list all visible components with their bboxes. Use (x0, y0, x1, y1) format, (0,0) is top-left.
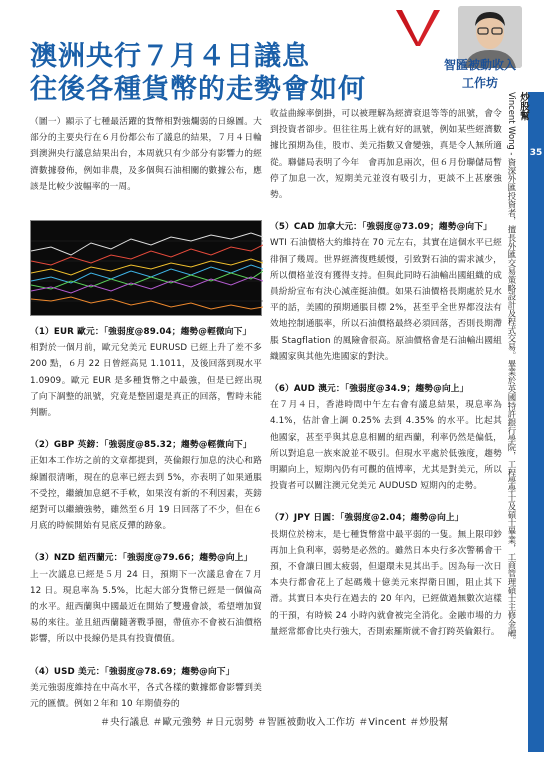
section-eur-heading: （1）EUR 歐元：「強弱度@89.04；趨勢@輕微向下」 (30, 327, 252, 337)
section-jpy-body: 長期位於榜末，是七種貨幣當中最平弱的一隻。無上限印鈔再加上負利率，弱勢是必然的。雖然日本央行多次警稱會干預，不會讓日圓太疲弱，但還環未見其出手。因為每一次日本央行都會花上了起碼幾十億美元來捍衛日圓，阻止其下滑。其實日本央行在過去的 20 年內，已經做過無數次這樣的干預，有時候 24 小時內就會被完全消化。金融市場的力量經常都會比央行強大，否則索羅斯就不會打跨英倫銀行。 (270, 529, 502, 637)
intro-paragraph: （圖一）顯示了七種最活躍的貨幣相對強爛弱的日線圖。大部分的主要央行在６月份都公布了議息的結果，７月４日輪到澳洲央行議息結果出台，本周就只有少部分有影響力的經濟數據發佈，例如非農，及多個與石油相關的數據公布，應該是比較少波幅率的一周。 (30, 117, 262, 192)
section-nzd-body: 上一次議息已經是５月 24 日，預期下一次議息會在７月 12 日。現息率為 5.5%，比起大部分貨幣已經是一個偏高的水平。紐西蘭與中國最近在開始了雙邊會談，希望增加貿易的來往。並且紐西蘭隨著戰爭圈，帶值亦不會被石油價格影響，所以中長線仍是具有投資價值。 (30, 569, 262, 645)
page-title (30, 40, 410, 106)
section-eur-body: 相對於一個月前，歐元兌美元 EURUSD 已經上升了差不多 200 點，６月 22 日曾經高見 1.1011，及後回落到現水平 1.0909。歐元 EUR 是多種貨幣之中最強，但是已經出現了向下調整的訊號，究竟是整固還是真正的回落，暫時未能判斷。 (30, 343, 262, 419)
title-line-1: 澳洲央行７月４日議息 (30, 41, 310, 72)
section-cad-body: WTI 石油價格大約維持在 70 元左右，其實在這個水平已經徘徊了幾周。世界經濟復甦緩慢，引致對石油的需求減少，所以價格並沒有獲得支持。但與此同時石油輸出國組織的成員紛紛宣布有決心減產挺油價。如果石油價格長期處於見水平的話，美國的預期通脹目標 2%，甚至乎全世界都沒法有效地控制通脹率，所以石油價格最終必須回落，否則長期滯脹 Stagflation 的風險會很高。原油價格會是石油輸出國組織國家與其他先進國家的對決。 (270, 238, 502, 362)
usd-continued-body: 收益曲線率倒掛，可以被理解為經濟衰退等等的訊號，會令到投資者卻步。但往往馬上就有好的訊號，例如某些經濟數據比預期為佳，股市、美元指數又會變強，真是令人無所適從。聯儲局表明了今年 會再加息兩次，但６月份聯儲局暫停了加息一次，短期美元並沒有吸引力，更談不上甚麼強勢。 (270, 109, 502, 201)
sidebar-color-bar (528, 92, 544, 752)
brand-v-logo-icon (394, 8, 442, 48)
series-line-2 (31, 245, 263, 265)
section-usd-heading: （4）USD 美元：「強弱度@78.69；趨勢@向下」 (30, 666, 235, 677)
left-column-sections (30, 324, 262, 712)
section-aud-heading: （6）AUD 澳元：「強弱度@34.9；趨勢@向上」 (270, 384, 469, 395)
column-name: 智匯被動收入 (443, 58, 516, 72)
title-line-2: 往後各種貨幣的走勢會如何 (30, 74, 366, 105)
hashtag-footer: ＃央行議息 ＃歐元強勢 ＃日元弱勢 ＃智匯被動收入工作坊 ＃Vincent ＃炒股幫 (100, 717, 449, 728)
page-number: 35 (529, 148, 543, 158)
series-line-7 (31, 297, 263, 309)
right-column (270, 106, 502, 640)
currency-strength-chart (30, 220, 262, 316)
section-jpy-heading: （7）JPY 日圓：「強弱度@2.04；趨勢@向上」 (270, 513, 464, 524)
section-aud-body: 在７月４日，香港時間中午左右會有議息結果，現息率為 4.1%，估計會上調 0.25% 去到 4.35% 的水平。比起其他國家，甚至乎與其息息相關的紐西蘭，利率仍然是偏低，所以對追息一族來說並不吸引。但現水平處於低強度，趨勢明顯向上，短期內仍有可觀的值博率，尤其是對美元，所以投資者可以關注澳元兌美元 AUDUSD 短期內的走勢。 (270, 400, 502, 492)
series-line-6 (31, 277, 263, 293)
section-usd-body: 美元強弱度維持在中高水平，各式各樣的數據都會影響到美元的匯價。例如２年和 10 年期債券的 (30, 682, 262, 710)
section-cad-heading: （5）CAD 加拿大元：「強弱度@73.09；趨勢@向下」 (270, 222, 492, 233)
author-sidebar (502, 92, 544, 752)
author-description: Vincent Wong - 資深外匯投資者，擅長外匯交易策略設計及程式交易。畢業於英國特許銀行學院，工程學學士及碩士畢業，工商管理碩士主修金融。 (507, 92, 517, 645)
author-bio (506, 92, 529, 732)
column-subname: 工作坊 (461, 76, 498, 90)
author-name: 炒股幫 (518, 92, 529, 121)
left-column (30, 114, 262, 195)
section-gbp-heading: （2）GBP 英鎊：「強弱度@85.32；趨勢@輕微向下」 (30, 440, 252, 451)
section-gbp-body: 正如本工作坊之前的文章都提到，英倫銀行加息的決心和路線圖很清晰，現在的息率已經去到 5%，亦表明了如果通脹不受控，繼續加息絕不手軟，如果沒有新的不利因素，英鎊絕對可以繼續強勢，雖然至６月 19 日回落了不少，但在６月底的時候開始有見底反彈的跡象。 (30, 456, 262, 532)
section-nzd-heading: （3）NZD 紐西蘭元：「強弱度@79.66；趨勢@向上」 (30, 553, 253, 564)
series-line-1 (31, 233, 263, 255)
chart-graphic (31, 221, 263, 317)
